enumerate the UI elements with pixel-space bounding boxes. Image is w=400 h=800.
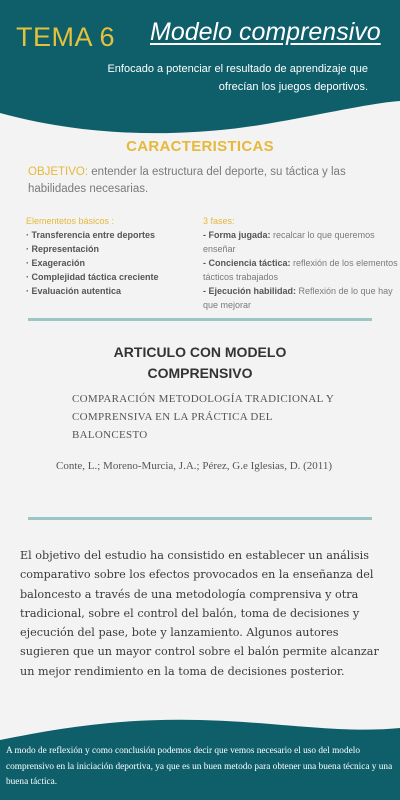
- fases-list: [203, 214, 398, 312]
- page-title: Modelo comprensivo: [150, 18, 381, 46]
- divider: [28, 517, 372, 520]
- footer-text: A modo de reflexión y como conclusión podemos decir que vemos necesario el uso del modelo comprensivo en la iniciación deportiva, ya que es un buen metodo para obtener una buena técnica y una buena táctica.: [6, 746, 393, 787]
- articulo-heading-line: COMPRENSIVO: [147, 365, 253, 381]
- fase-label: - Forma jugada:: [203, 230, 271, 240]
- header-subtitle: Enfocado a potenciar el resultado de aprendizaje que ofrecían los juegos deportivos.: [107, 63, 368, 93]
- tema-label: TEMA 6: [16, 22, 116, 52]
- articulo-body: El objetivo del estudio ha consistido en establecer un análisis comparativo sobre los efectos provocados en la enseñanza del baloncesto a través de una metodología comprensiva y otra tradicional, sobre el control del balón, toma de decisiones y ejecución del pase, bote y lanzamiento. Algunos autores sugieren que un mayor control sobre el balón permite alcanzar un mejor rendimiento en la toma de decisiones posterior.: [20, 549, 379, 678]
- list-item: · Transferencia entre deportes: [26, 230, 156, 240]
- articulo-heading-line: ARTICULO CON MODELO: [113, 344, 287, 360]
- fase-item: [203, 256, 398, 284]
- caracteristicas-heading: CARACTERISTICAS: [126, 138, 274, 155]
- fase-label: - Ejecución habilidad:: [203, 286, 297, 296]
- header-wave: [0, 95, 400, 135]
- divider: [28, 318, 372, 321]
- fases-title: 3 fases:: [203, 216, 235, 226]
- articulo-citation: Conte, L.; Moreno-Murcia, J.A.; Pérez, G.e Iglesias, D. (2011): [56, 460, 333, 472]
- header-banner: [0, 0, 400, 135]
- fase-text: reflexión de los elementos tácticos trabajados: [203, 258, 398, 282]
- list-item: · Evaluación autentica: [26, 286, 122, 296]
- fase-item: [203, 284, 398, 312]
- objetivo-paragraph: [28, 164, 378, 198]
- objetivo-text: entender la estructura del deporte, su táctica y las habilidades necesarias.: [28, 166, 346, 195]
- objetivo-label: OBJETIVO:: [28, 166, 89, 178]
- list-item: · Representación: [26, 244, 100, 254]
- list-item: · Complejidad táctica creciente: [26, 272, 159, 282]
- fase-text: recalcar lo que queremos enseñar: [203, 230, 375, 254]
- articulo-heading: [0, 342, 400, 384]
- elementos-list: [26, 214, 196, 298]
- articulo-subtitle: COMPARACIÓN METODOLOGÍA TRADICIONAL Y COMPRENSIVA EN LA PRÁCTICA DEL BALONCESTO: [72, 393, 334, 441]
- fase-label: - Conciencia táctica:: [203, 258, 291, 268]
- fase-text: Reflexión de lo que hay que mejorar: [203, 286, 393, 310]
- fase-item: [203, 228, 398, 256]
- elementos-title: Elementetos básicos :: [26, 216, 115, 226]
- list-item: · Exageración: [26, 258, 86, 268]
